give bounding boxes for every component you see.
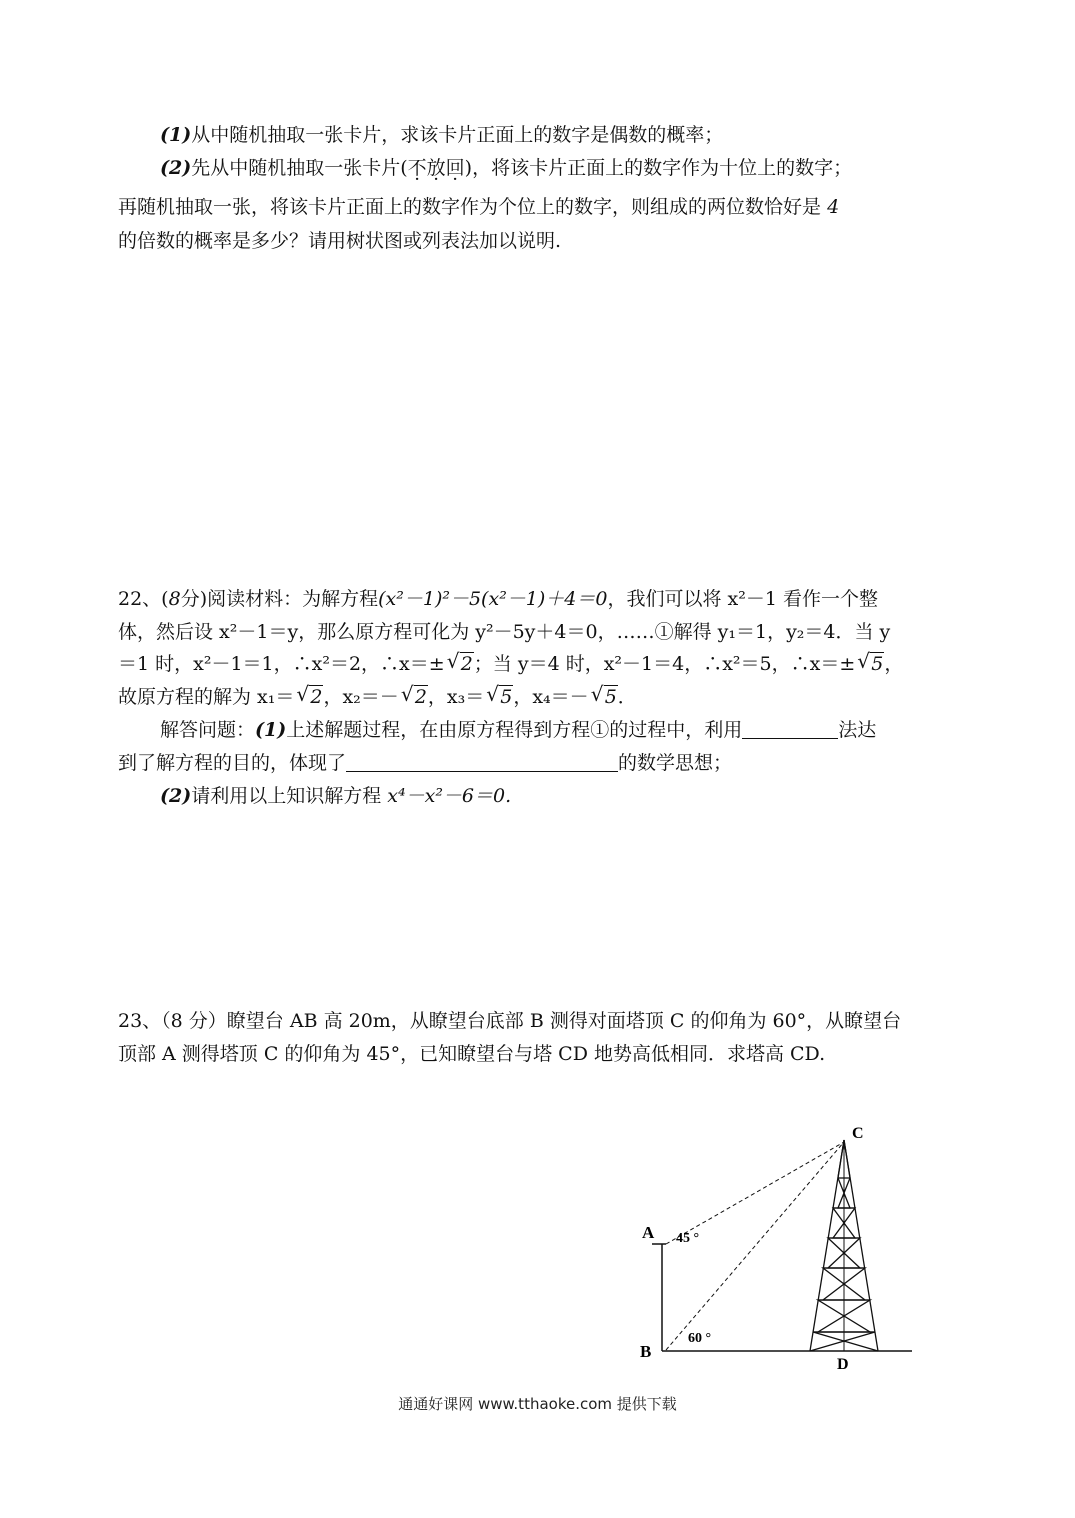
- q21-part1: (1)从中随机抽取一张卡片，求该卡片正面上的数字是偶数的概率；: [160, 124, 724, 146]
- label-b: B: [640, 1342, 652, 1361]
- q22-line3: ＝1 时，x²－1＝1，∴x²＝2，∴x＝± √ 2；当 y＝4 时，x²－1＝4，∴x²＝5，∴x＝± √ 5，: [118, 649, 904, 675]
- q22-answer1: 解答问题：(1)上述解题过程，在由原方程得到方程①的过程中，利用 法达: [160, 719, 877, 741]
- sqrt-2: √ 2: [446, 649, 473, 675]
- label-d: D: [837, 1356, 849, 1370]
- sqrt-5: √ 5: [857, 649, 884, 675]
- tower-figure: [630, 1110, 920, 1370]
- page-footer: 通通好课网 www.tthaoke.com 提供下载: [398, 1395, 677, 1413]
- q21-line3: 再随机抽取一张，将该卡片正面上的数字作为个位上的数字，则组成的两位数恰好是 4: [118, 196, 840, 218]
- q21-part2: (2)先从中随机抽取一张卡片(不放回)，将该卡片正面上的数字作为十位上的数字；: [160, 157, 853, 179]
- label-a: A: [642, 1223, 655, 1242]
- q23-line1: 23、（8 分）瞭望台 AB 高 20m，从瞭望台底部 B 测得对面塔顶 C 的仰角为 60°，从瞭望台: [118, 1010, 902, 1032]
- label-angle-45: 45 °: [676, 1231, 700, 1246]
- sight-line-b: [666, 1142, 844, 1350]
- q22-answer1-cont: 到了解方程的目的，体现了 的数学思想；: [118, 752, 733, 774]
- answer-blank-thought[interactable]: [346, 751, 618, 772]
- tower-cd: [810, 1140, 878, 1351]
- q22-line2: 体，然后设 x²－1＝y，那么原方程可化为 y²－5y＋4＝0，……①解得 y₁＝1，y₂＝4．当 y: [118, 621, 891, 643]
- q22-line4: 故原方程的解为 x₁＝ √ 2，x₂＝－ √ 2，x₃＝ √ 5，x₄＝－ √ 5．: [118, 682, 637, 708]
- q22-line1: 22、(8分)阅读材料：为解方程(x²－1)²－5(x²－1)＋4＝0，我们可以将 x²－1 看作一个整: [118, 588, 878, 610]
- label-c: C: [852, 1125, 864, 1142]
- label-angle-60: 60 °: [688, 1331, 712, 1346]
- answer-blank-method[interactable]: [742, 718, 838, 739]
- q23-line2: 顶部 A 测得塔顶 C 的仰角为 45°，已知瞭望台与塔 CD 地势高低相同．求塔高 CD.: [118, 1043, 826, 1065]
- q22-answer2: (2)请利用以上知识解方程 x⁴－x²－6＝0.: [160, 785, 512, 807]
- sight-line-a: [666, 1142, 844, 1244]
- q21-line4: 的倍数的概率是多少？请用树状图或列表法加以说明.: [118, 230, 562, 252]
